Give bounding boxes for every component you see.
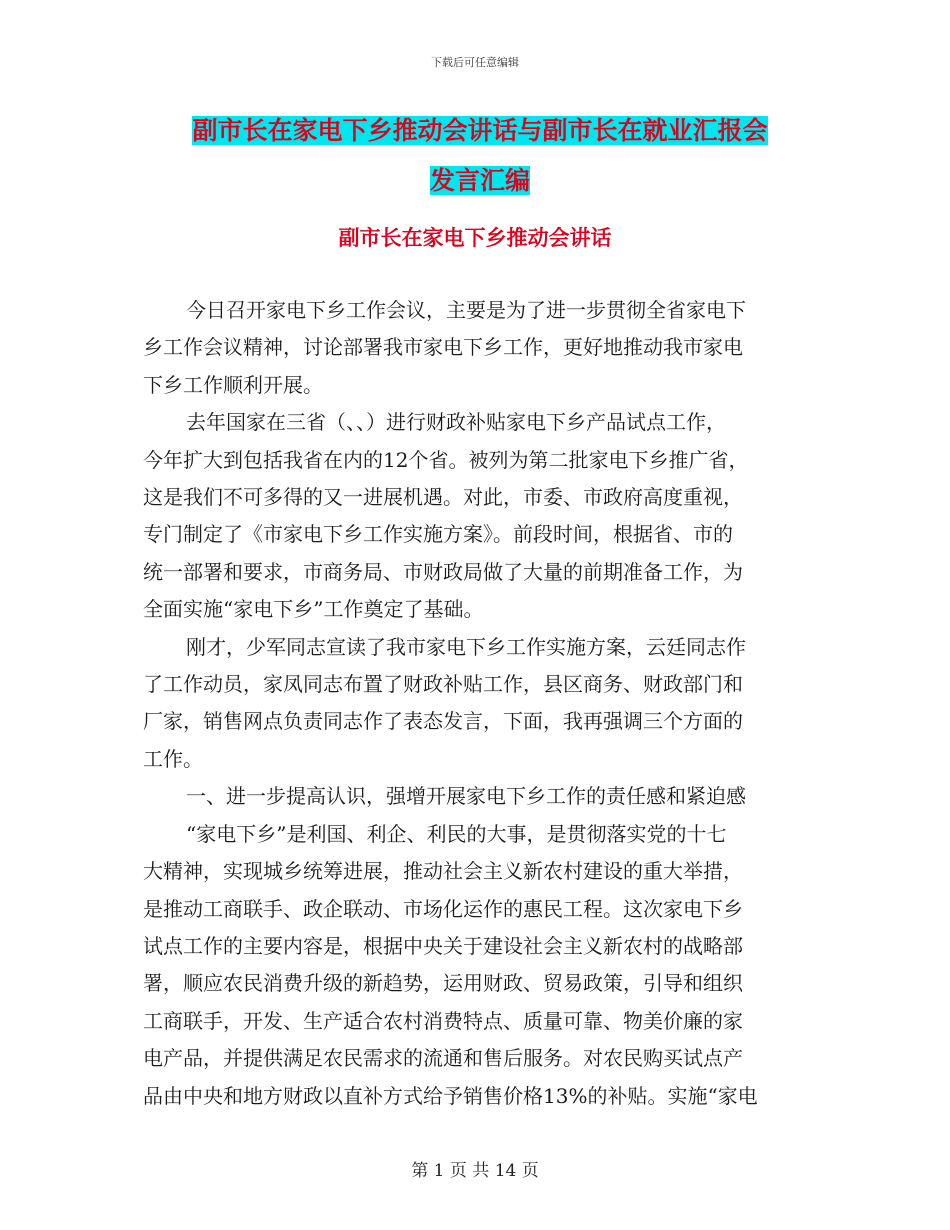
title-line-2: 发言汇编 <box>429 166 530 195</box>
text-line: “家电下乡”是利国、利企、利民的大事，是贯彻落实党的十七 <box>186 821 727 846</box>
text-line: 厂家，销售网点负责同志作了表态发言，下面，我再强调三个方面的 <box>143 709 743 734</box>
text-line: 电产品，并提供满足农民需求的流通和售后服务。对农民购买试点产 <box>143 1046 743 1071</box>
document-title <box>150 106 810 206</box>
title-line-1: 副市长在家电下乡推动会讲话与副市长在就业汇报会 <box>192 116 768 145</box>
page-footer: 第 1 页 共 14 页 <box>411 1161 539 1181</box>
text-line: 乡工作会议精神，讨论部署我市家电下乡工作，更好地推动我市家电 <box>143 335 743 360</box>
text-line: 去年国家在三省（、、）进行财政补贴家电下乡产品试点工作， <box>186 410 726 435</box>
text-line: 大精神，实现城乡统筹进展，推动社会主义新农村建设的重大举措， <box>143 859 743 884</box>
text-line: 了工作动员，家凤同志布置了财政补贴工作，县区商务、财政部门和 <box>143 672 743 697</box>
text-line: 今日召开家电下乡工作会议，主要是为了进一步贯彻全省家电下 <box>186 298 746 322</box>
header-note: 下载后可任意编辑 <box>431 56 519 69</box>
text-line: 工商联手，开发、生产适合农村消费特点、质量可靠、物美价廉的家 <box>143 1008 743 1033</box>
text-line: 全面实施“家电下乡”工作奠定了基础。 <box>143 597 484 622</box>
text-line: 下乡工作顺利开展。 <box>143 372 323 397</box>
text-line: 工作。 <box>143 746 203 771</box>
text-line: 统一部署和要求，市商务局、市财政局做了大量的前期准备工作，为 <box>143 559 743 584</box>
text-line: 这是我们不可多得的又一进展机遇。对此，市委、市政府高度重视， <box>143 485 743 510</box>
text-line: 是推动工商联手、政企联动、市场化运作的惠民工程。这次家电下乡 <box>143 896 743 921</box>
text-line: 署，顺应农民消费升级的新趋势，运用财政、贸易政策，引导和组织 <box>143 971 743 996</box>
heading-line: 一、进一步提高认识，强增开展家电下乡工作的责任感和紧迫感 <box>186 784 746 809</box>
body-text <box>143 292 803 1115</box>
text-line: 试点工作的主要内容是，根据中央关于建设社会主义新农村的战略部 <box>143 933 743 958</box>
text-line: 专门制定了《市家电下乡工作实施方案》。前段时间，根据省、市的 <box>143 522 733 547</box>
text-line: 品由中央和地方财政以直补方式给予销售价格13%的补贴。实施“家电 <box>143 1083 758 1108</box>
text-line: 刚才，少军同志宣读了我市家电下乡工作实施方案，云廷同志作 <box>186 634 746 659</box>
text-line: 今年扩大到包括我省在内的12个省。被列为第二批家电下乡推广省， <box>143 447 749 472</box>
section-title: 副市长在家电下乡推动会讲话 <box>338 226 612 250</box>
